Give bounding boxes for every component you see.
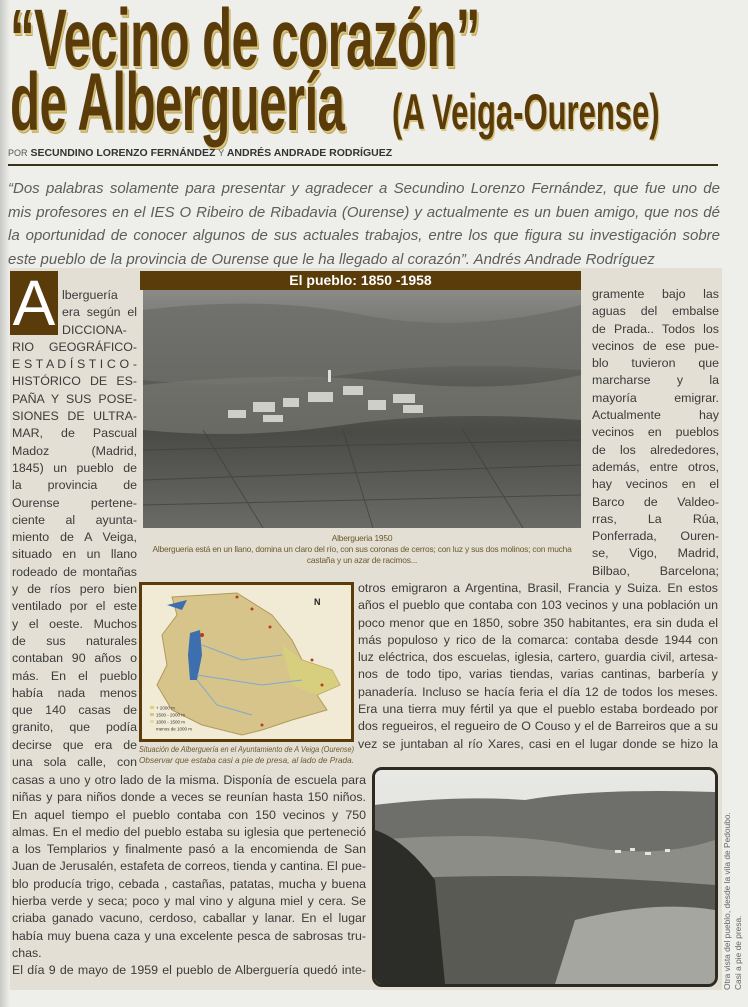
text-line: rras, La Rúa,: [592, 511, 719, 526]
text-line: se, Vigo, Madrid,: [592, 546, 719, 561]
wide-column: [358, 580, 718, 753]
text-line: criaba ganado vacuno, cerdoso, caballar y lanar. En el lugar: [12, 911, 366, 926]
byline-prefix: POR: [8, 148, 28, 158]
location-map: [139, 582, 354, 742]
text-line: vecinos de ese pue-: [592, 338, 719, 353]
text-line: Juan de Jerusalén, estafeta de correos, tienda y cantina. El pue-: [12, 859, 366, 874]
text-line: más populoso y rico de la comarca: contaba desde 1944 con: [358, 632, 718, 647]
map-legend-item: + 2000 m: [156, 705, 175, 711]
text-line: RIO GEOGRÁFICO-: [12, 339, 137, 354]
text-line: panadería. Incluso se hacía feria el día 12 de todos los meses.: [358, 684, 718, 699]
text-line: luz eléctrica, dos escuelas, iglesia, cartero, guardia civil, artesa-: [358, 650, 718, 665]
text-line: Bilbao, Barcelona;: [592, 563, 719, 578]
text-line: vez se juntaban al río Xares, casi en el lugar donde se hizo la: [358, 736, 718, 751]
text-line: nos de todo tipo, varias tiendas, varias cantinas, barbería y: [358, 667, 718, 682]
text-line: dos regueiros, el regueiro de O Couso y el de Barreiros que a su: [358, 719, 718, 734]
text-line: lberguería: [62, 288, 118, 302]
text-line: Barco de Valdeo-: [592, 494, 719, 509]
text-line: rodeado de montañas: [12, 564, 137, 579]
intro-quote: [8, 177, 720, 271]
text-line: más. En el pueblo: [12, 668, 137, 683]
text-line: hierba verde y seca; poco y mal vino y alguna miel y cera. Se: [12, 894, 366, 909]
photo1-caption-title: Albergueria 1950: [331, 533, 393, 543]
map-north-label: N: [314, 597, 321, 607]
text-line: años el pueblo que contaba con 103 vecinos y una población un: [358, 598, 718, 613]
article-title-line1: “Vecino de corazón”: [10, 0, 480, 84]
bottom-column: [12, 772, 366, 980]
text-line: Era una tierra muy fértil ya que el pueblo estaba bordeado por: [358, 702, 718, 717]
text-line: El día 9 de mayo de 1959 el pueblo de Alberguería quedó inte-: [12, 963, 366, 978]
article-subtitle: (A Veiga-Ourense): [392, 84, 660, 140]
map-caption-line1: Situación de Alberguería en el Ayuntamiento de A Veiga (Ourense): [139, 744, 354, 754]
text-line: había muy buena caza y una excelente pesca de sabrosas tru-: [12, 928, 366, 943]
text-line: granito, que podía: [12, 720, 137, 735]
text-line: poco menor que en 1850, sobre 350 habitantes, era sin duda el: [358, 615, 718, 630]
text-line: una sola calle, con: [12, 755, 137, 770]
text-line: además, entre otros,: [592, 459, 719, 474]
text-line: contaban 90 años o: [12, 651, 137, 666]
text-line: vecinos en pueblos: [592, 425, 719, 440]
text-line: había nada menos: [12, 685, 137, 700]
photo1-caption-text: Albergueria está en un llano, domina un claro del río, con sus coronas de cerros; con luz y sus dos molinos; con mucha castaña y un azar de racimos...: [152, 544, 572, 565]
map-caption: [139, 744, 354, 766]
text-line: otros emigraron a Argentina, Brasil, Francia y Suiza. En estos: [358, 581, 718, 595]
village-view-photo: [372, 767, 718, 987]
photo2-caption-line1: Otra vista del pueblo, desde la vila de Pedoubo.: [722, 812, 732, 990]
text-line: de Prada.. Todos los: [592, 321, 719, 336]
text-line: HISTÓRICO DE ES-: [12, 374, 137, 389]
text-line: blo producía trigo, cebada , castañas, patatas, mucha y buena: [12, 876, 366, 891]
text-line: miento de A Veiga,: [12, 530, 137, 545]
text-line: decirse que era de: [12, 737, 137, 752]
text-line: blo tuvieron que: [592, 356, 719, 371]
text-line: Ponferrada, Ouren-: [592, 529, 719, 544]
text-line: 1845) un pueblo de: [12, 460, 137, 475]
text-line: era según el: [62, 305, 137, 320]
text-line: mayoría emigrar.: [592, 390, 719, 405]
map-caption-line2: Observar que estaba casi a pie de presa, al lado de Prada.: [139, 755, 354, 765]
intro-line: “Dos palabras solamente para presentar y agradecer a Secundino Lorenzo Fernández, que fue uno de: [8, 180, 720, 197]
text-line: chas.: [12, 945, 42, 960]
text-line: aguas del embalse: [592, 304, 719, 319]
text-line: SIONES DE ULTRA-: [12, 409, 137, 424]
intro-line: la oportunidad de conocer algunos de sus actuales trabajos, entre los que figura su investigación sobre: [8, 227, 720, 244]
text-line: DICCIONA-: [62, 322, 127, 337]
village-photo-1950: [143, 290, 581, 528]
text-line: almas. En el medio del pueblo estaba su iglesia que perteneció: [12, 824, 366, 839]
text-line: ventilado por el este: [12, 599, 137, 614]
header-rule: [8, 164, 718, 166]
right-column: [592, 286, 719, 580]
intro-line: este pueblo de la provincia de Ourense que le ha llegado al corazón”. Andrés Andrade Rodríguez: [8, 250, 655, 268]
map-graphic: [142, 585, 351, 739]
text-line: a los Templarios y finalmente pasó a la encomienda de San: [12, 842, 366, 857]
map-legend-item: 1000 - 1500 m: [156, 719, 186, 725]
byline: [8, 147, 392, 160]
text-line: la provincia de: [12, 478, 137, 493]
text-line: casas a uno y otro lado de la misma. Disponía de escuela para: [12, 773, 366, 787]
text-line: ciente al ayunta-: [12, 512, 137, 527]
article-title-line2: de Alberguería: [10, 57, 345, 148]
text-line: de sus naturales: [12, 633, 137, 648]
left-column: [12, 287, 137, 771]
text-line: situado en un llano: [12, 547, 137, 562]
intro-line: mis profesores en el IES O Ribeiro de Ribadavia (Ourense) y actualmente es un buen amigo, que nos dé: [8, 203, 720, 221]
photo2-caption: [722, 812, 744, 990]
section-header: El pueblo: 1850 -1958: [140, 271, 581, 290]
drop-cap: A: [10, 271, 58, 335]
text-line: niñas y para niños donde a veces se reunían hasta 150 niños.: [12, 790, 366, 805]
map-legend-item: menos de 1000 m: [156, 726, 193, 732]
text-line: Ourense pertene-: [12, 495, 137, 510]
text-line: PAÑA Y SUS POSE-: [12, 391, 137, 406]
text-line: Actualmente hay: [592, 408, 719, 423]
text-line: y el oeste. Muchos: [12, 616, 137, 631]
byline-author-2: ANDRÉS ANDRADE RODRÍGUEZ: [226, 147, 393, 159]
text-line: que 140 casas de: [12, 703, 137, 718]
photo2-caption-line2: Casi a pie de presa.: [733, 915, 743, 990]
byline-conj: Y: [218, 148, 225, 158]
text-line: MAR, de Pascual: [12, 426, 137, 441]
text-line: En aquel tiempo el pueblo contaba con 150 vecinos y 750: [12, 807, 366, 822]
text-line: hay vecinos en el: [592, 477, 719, 492]
text-line: de los alrededores,: [592, 442, 719, 457]
text-line: Madoz (Madrid,: [12, 443, 137, 458]
text-line: y de ríos pero bien: [12, 582, 137, 597]
photo1-caption: [143, 533, 581, 566]
text-line: marcharse y la: [592, 373, 719, 388]
text-line: gramente bajo las: [592, 287, 719, 301]
byline-author-1: SECUNDINO LORENZO FERNÁNDEZ: [30, 147, 216, 159]
text-line: E S T A D Í S T I C O -: [12, 357, 137, 372]
map-legend-item: 1500 - 2000 m: [156, 712, 186, 718]
